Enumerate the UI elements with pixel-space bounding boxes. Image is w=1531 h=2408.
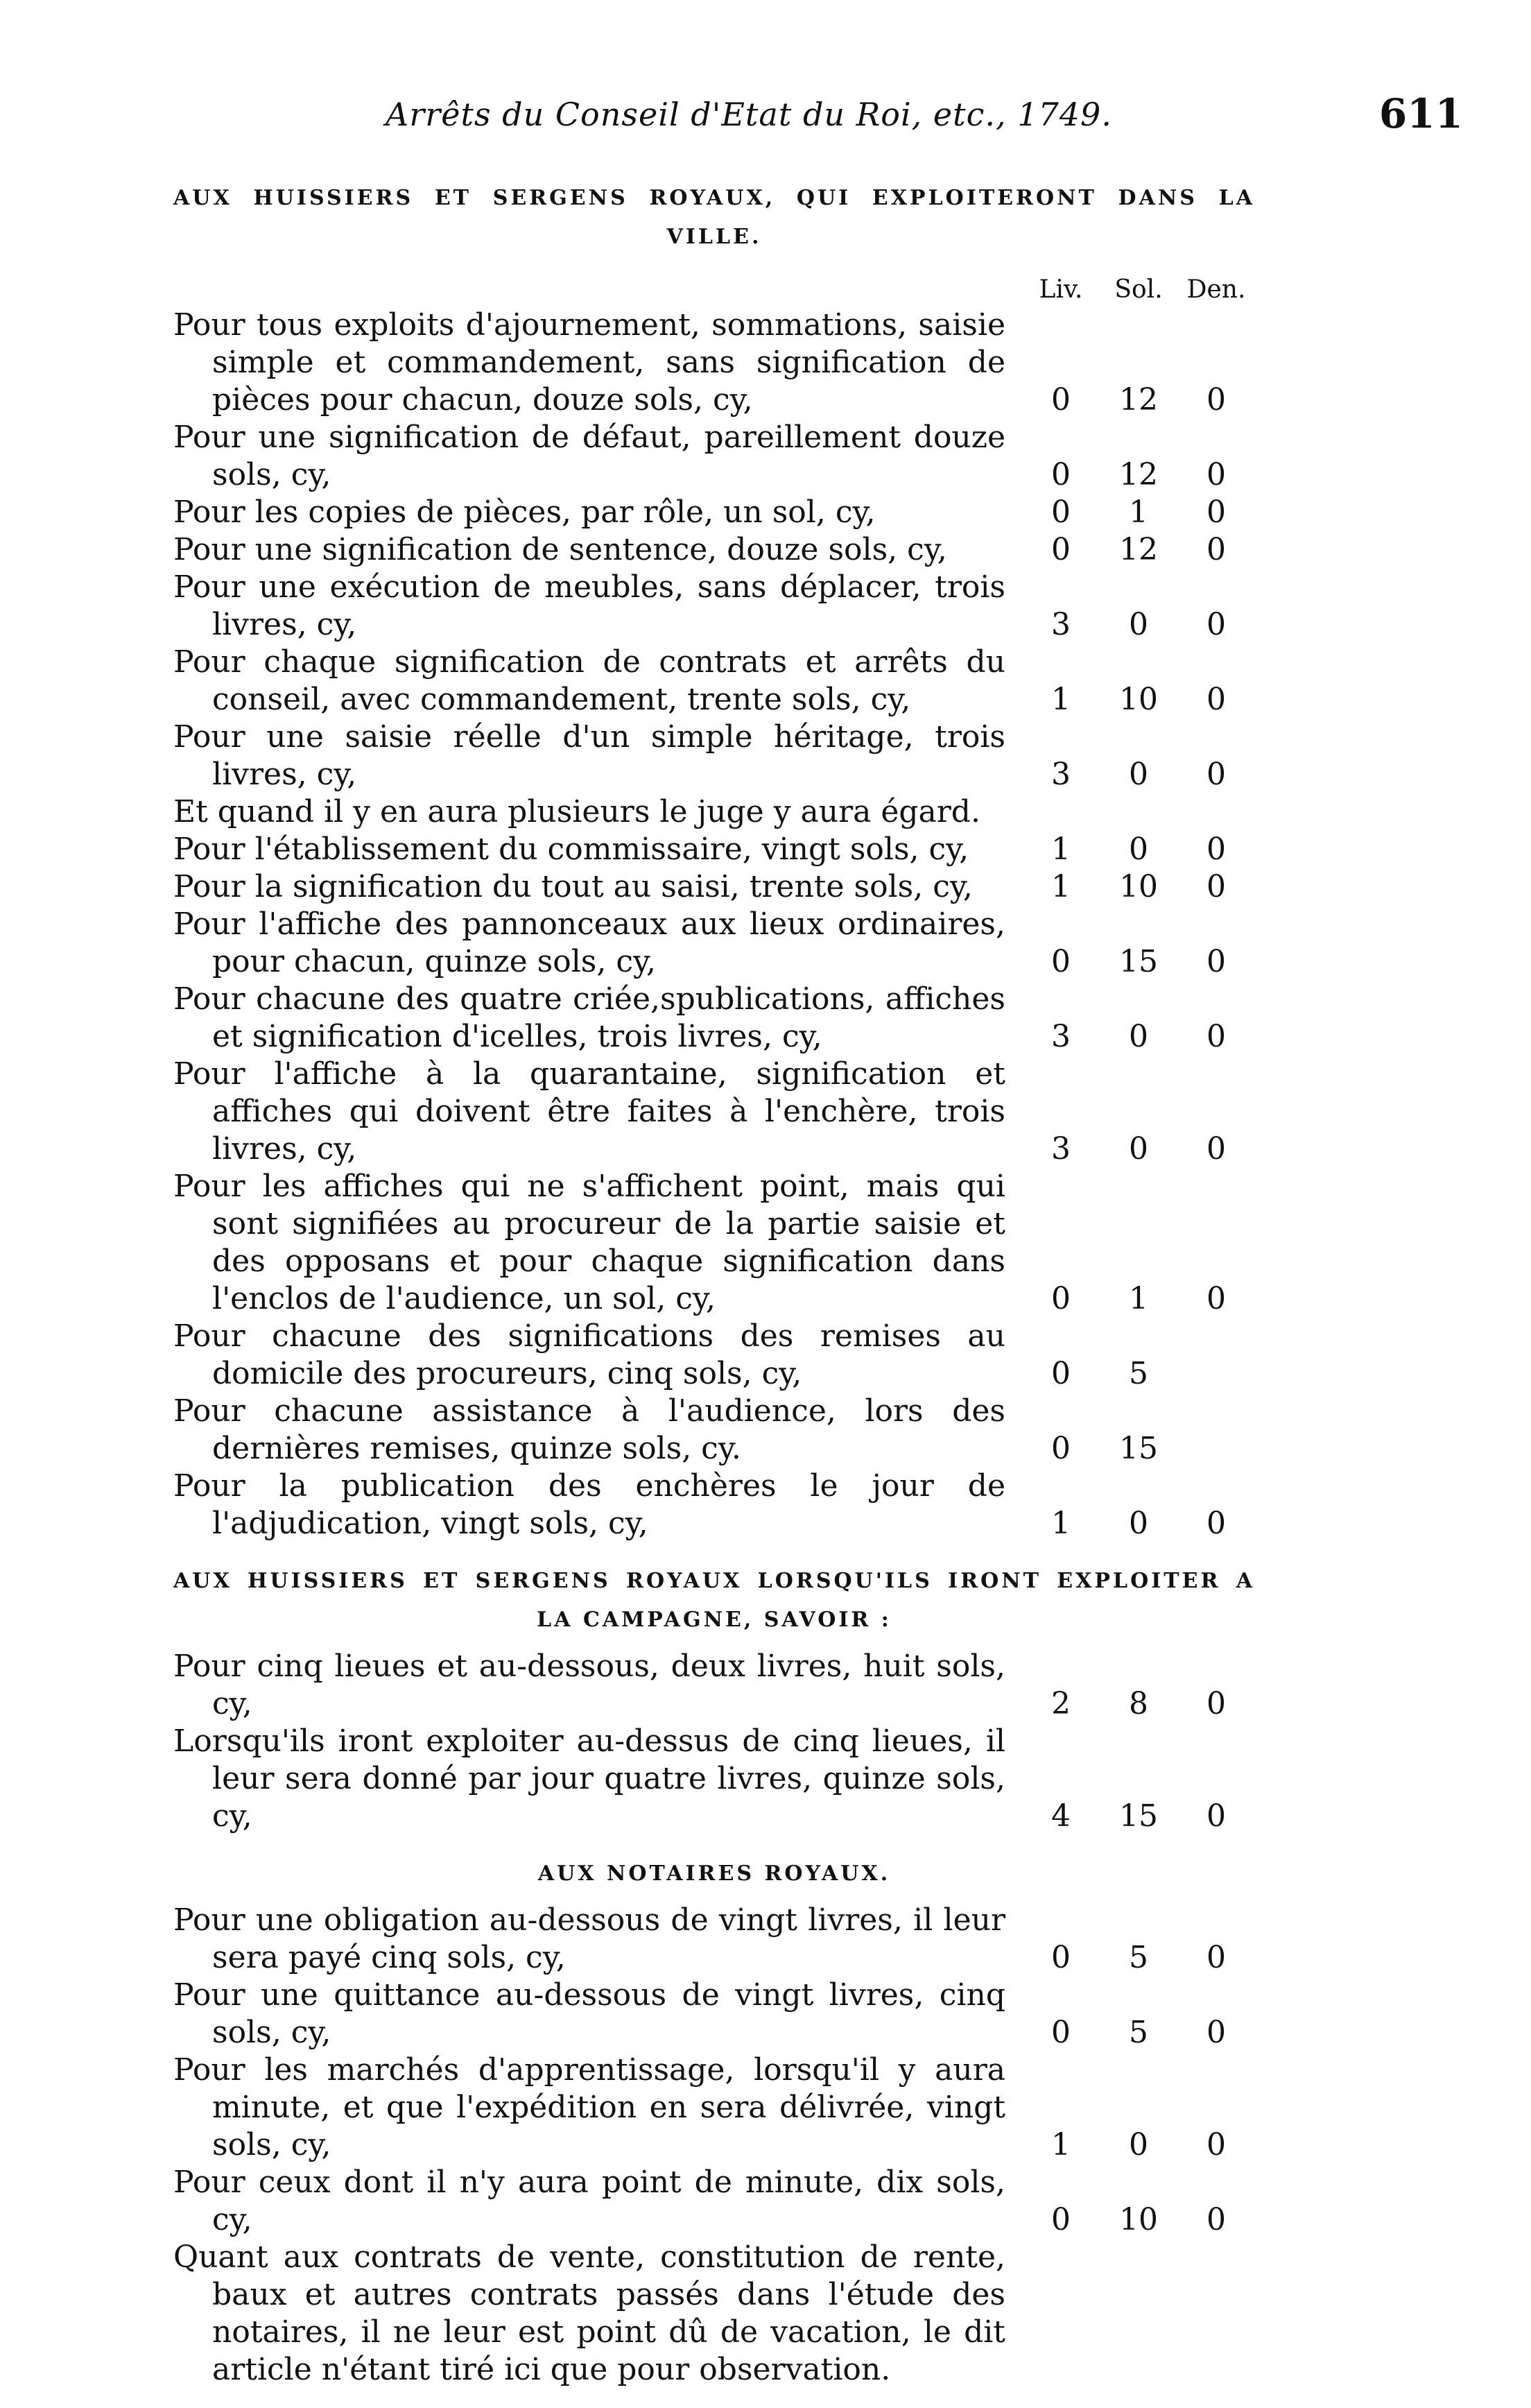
- tariff-item-text: Pour les marchés d'apprentissage, lorsqu'il y aura minute, et que l'expédition en sera délivrée, vingt sols, cy,: [173, 2052, 1005, 2162]
- tariff-row: [173, 531, 1255, 569]
- tariff-row: [173, 569, 1255, 644]
- amount-livres: 0: [1051, 1940, 1071, 1975]
- tariff-item-text: Lorsqu'ils iront exploiter au-dessus de cinq lieues, il leur sera donné par jour quatre livres, quinze sols, cy,: [173, 1723, 1005, 1834]
- amount-deniers: 0: [1206, 1019, 1226, 1054]
- amount-sols: 0: [1129, 757, 1148, 792]
- page-number: 611: [1378, 90, 1463, 137]
- tariff-row: [173, 1056, 1255, 1168]
- amount-deniers: 0: [1206, 457, 1226, 492]
- amount-deniers: 0: [1206, 2015, 1226, 2050]
- amount-sols: 0: [1129, 1019, 1148, 1054]
- amount-sols: 1: [1129, 495, 1148, 530]
- tariff-row: [173, 419, 1255, 494]
- amount-sols: 10: [1119, 869, 1158, 904]
- tariff-row: [173, 1393, 1255, 1468]
- tariff-item-text: Pour l'affiche à la quarantaine, signification et affiches qui doivent être faites à l'enchère, trois livres, cy,: [173, 1056, 1005, 1167]
- section-heading: AUX NOTAIRES ROYAUX.: [537, 1861, 891, 1886]
- amount-sols: 0: [1129, 2127, 1148, 2162]
- section-notaires: [173, 1855, 1255, 2389]
- amount-sols: 15: [1119, 944, 1158, 979]
- amount-sols: 8: [1129, 1686, 1148, 1721]
- amount-deniers: 0: [1206, 682, 1226, 717]
- tariff-item-text: Pour tous exploits d'ajournement, sommations, saisie simple et commandement, sans signification de pièces pour chacun, douze sols, cy,: [173, 307, 1005, 418]
- amount-deniers: 0: [1206, 532, 1226, 567]
- amount-livres: 2: [1051, 1686, 1071, 1721]
- amount-sols: 12: [1119, 382, 1158, 418]
- amount-sols: 0: [1129, 607, 1148, 642]
- tariff-item-text: Pour ceux dont il n'y aura point de minute, dix sols, cy,: [173, 2165, 1005, 2237]
- tariff-row: [173, 719, 1255, 793]
- amount-sols: 0: [1129, 1131, 1148, 1167]
- tariff-item-text: Pour les copies de pièces, par rôle, un sol, cy,: [173, 495, 876, 530]
- amount-sols: 0: [1129, 832, 1148, 867]
- amount-sols: 12: [1119, 457, 1158, 492]
- section-heading: AUX HUISSIERS ET SERGENS ROYAUX, QUI EXPLOITERONT DANS LA VILLE.: [173, 186, 1255, 249]
- tariff-row: [173, 1977, 1255, 2052]
- tariff-row: [173, 868, 1255, 906]
- amount-livres: 0: [1051, 1431, 1071, 1466]
- amount-livres: 3: [1051, 1019, 1071, 1054]
- tariff-row: [173, 307, 1255, 419]
- amount-deniers: 0: [1206, 382, 1226, 418]
- amount-livres: 1: [1051, 2127, 1071, 2162]
- amount-livres: 0: [1051, 382, 1071, 418]
- column-header-sols: Sol.: [1114, 275, 1163, 304]
- amount-deniers: 0: [1206, 2127, 1226, 2162]
- tariff-item-text: Pour une saisie réelle d'un simple héritage, trois livres, cy,: [173, 719, 1005, 792]
- tariff-item-text: Pour l'établissement du commissaire, vingt sols, cy,: [173, 832, 969, 867]
- tariff-item-text: Pour une obligation au-dessous de vingt livres, il leur sera payé cinq sols, cy,: [173, 1902, 1005, 1975]
- page-header: [173, 90, 1463, 146]
- amount-deniers: 0: [1206, 1686, 1226, 1721]
- column-headers: [173, 265, 1255, 304]
- amount-sols: 12: [1119, 532, 1158, 567]
- tariff-item-text: Pour la publication des enchères le jour de l'adjudication, vingt sols, cy,: [173, 1468, 1005, 1541]
- amount-livres: 0: [1051, 495, 1071, 530]
- tariff-item-text: Pour les affiches qui ne s'affichent point, mais qui sont signifiées au procureur de la partie saisie et des opposans et pour chaque signification dans l'enclos de l'audience, un sol, cy,: [173, 1169, 1005, 1316]
- tariff-item-text: Pour chacune des quatre criée,spublications, affiches et signification d'icelles, trois livres, cy,: [173, 981, 1005, 1054]
- tariff-row: [173, 1468, 1255, 1542]
- section-heading: AUX HUISSIERS ET SERGENS ROYAUX LORSQU'ILS IRONT EXPLOITER A LA CAMPAGNE, SAVOIR :: [173, 1569, 1255, 1632]
- amount-sols: 0: [1129, 1506, 1148, 1541]
- amount-sols: 15: [1119, 1798, 1158, 1834]
- tariff-item-text: Pour chacune assistance à l'audience, lors des dernières remises, quinze sols, cy.: [173, 1393, 1005, 1466]
- tariff-item-text: Pour la signification du tout au saisi, trente sols, cy,: [173, 869, 973, 904]
- amount-sols: 10: [1119, 682, 1158, 717]
- tariff-row: [173, 831, 1255, 868]
- amount-sols: 5: [1129, 1940, 1148, 1975]
- section-huissiers-campagne: [173, 1562, 1255, 1835]
- amount-deniers: 0: [1206, 757, 1226, 792]
- amount-livres: 3: [1051, 607, 1071, 642]
- column-header-livres: Liv.: [1039, 275, 1083, 304]
- tariff-item-text: Pour une exécution de meubles, sans déplacer, trois livres, cy,: [173, 569, 1005, 642]
- amount-livres: 4: [1051, 1798, 1071, 1834]
- tariff-item-text: Pour l'affiche des pannonceaux aux lieux ordinaires, pour chacun, quinze sols, cy,: [173, 906, 1005, 979]
- tariff-item-text: Pour cinq lieues et au-dessous, deux livres, huit sols, cy,: [173, 1649, 1005, 1721]
- tariff-row: [173, 2164, 1255, 2239]
- tariff-row: [173, 1168, 1255, 1318]
- amount-livres: 0: [1051, 457, 1071, 492]
- tariff-item-text: Quant aux contrats de vente, constitution de rente, baux et autres contrats passés dans l'étude des notaires, il ne leur est point dû de vacation, le dit article n'étant tiré ici que pour observation.: [173, 2239, 1005, 2387]
- amount-sols: 5: [1129, 2015, 1148, 2050]
- amount-deniers: 0: [1206, 607, 1226, 642]
- amount-sols: 1: [1129, 1281, 1148, 1316]
- amount-livres: 1: [1051, 869, 1071, 904]
- amount-livres: 0: [1051, 2202, 1071, 2237]
- amount-deniers: 0: [1206, 944, 1226, 979]
- tariff-item-text: Pour chacune des significations des remises au domicile des procureurs, cinq sols, cy,: [173, 1318, 1005, 1391]
- amount-deniers: 0: [1206, 832, 1226, 867]
- amount-deniers: 0: [1206, 1131, 1226, 1167]
- tariff-row: [173, 1723, 1255, 1835]
- amount-deniers: 0: [1206, 1798, 1226, 1834]
- amount-deniers: 0: [1206, 1281, 1226, 1316]
- amount-deniers: 0: [1206, 1506, 1226, 1541]
- tariff-row: [173, 494, 1255, 531]
- tariff-row: [173, 981, 1255, 1056]
- page-content: [173, 166, 1255, 2408]
- tariff-item-text: Pour une signification de défaut, pareillement douze sols, cy,: [173, 420, 1005, 492]
- tariff-row: [173, 2052, 1255, 2164]
- amount-livres: 0: [1051, 532, 1071, 567]
- section-huissiers-ville: [173, 179, 1255, 1542]
- running-title: Arrêts du Conseil d'Etat du Roi, etc., 1749.: [386, 96, 1112, 133]
- amount-livres: 3: [1051, 757, 1071, 792]
- amount-deniers: 0: [1206, 869, 1226, 904]
- amount-deniers: 0: [1206, 1940, 1226, 1975]
- amount-sols: 5: [1129, 1356, 1148, 1391]
- tariff-row: [173, 906, 1255, 981]
- amount-livres: 0: [1051, 2015, 1071, 2050]
- amount-livres: 0: [1051, 1356, 1071, 1391]
- amount-deniers: 0: [1206, 495, 1226, 530]
- amount-livres: 0: [1051, 944, 1071, 979]
- tariff-row: [173, 2239, 1255, 2389]
- tariff-item-text: Pour une signification de sentence, douze sols, cy,: [173, 532, 947, 567]
- tariff-item-text: Pour une quittance au-dessous de vingt livres, cinq sols, cy,: [173, 1977, 1005, 2050]
- amount-livres: 1: [1051, 682, 1071, 717]
- amount-sols: 15: [1119, 1431, 1158, 1466]
- tariff-item-text: Pour chaque signification de contrats et arrêts du conseil, avec commandement, trente sols, cy,: [173, 644, 1005, 717]
- amount-livres: 1: [1051, 1506, 1071, 1541]
- amount-livres: 3: [1051, 1131, 1071, 1167]
- tariff-row: [173, 1902, 1255, 1977]
- column-header-deniers: Den.: [1186, 275, 1246, 304]
- amount-livres: 0: [1051, 1281, 1071, 1316]
- tariff-row: [173, 644, 1255, 719]
- amount-sols: 10: [1119, 2202, 1158, 2237]
- tariff-item-text: Et quand il y en aura plusieurs le juge y aura égard.: [173, 794, 980, 829]
- amount-livres: 1: [1051, 832, 1071, 867]
- amount-deniers: 0: [1206, 2202, 1226, 2237]
- tariff-row: [173, 793, 1255, 831]
- tariff-row: [173, 1318, 1255, 1393]
- tariff-row: [173, 1648, 1255, 1723]
